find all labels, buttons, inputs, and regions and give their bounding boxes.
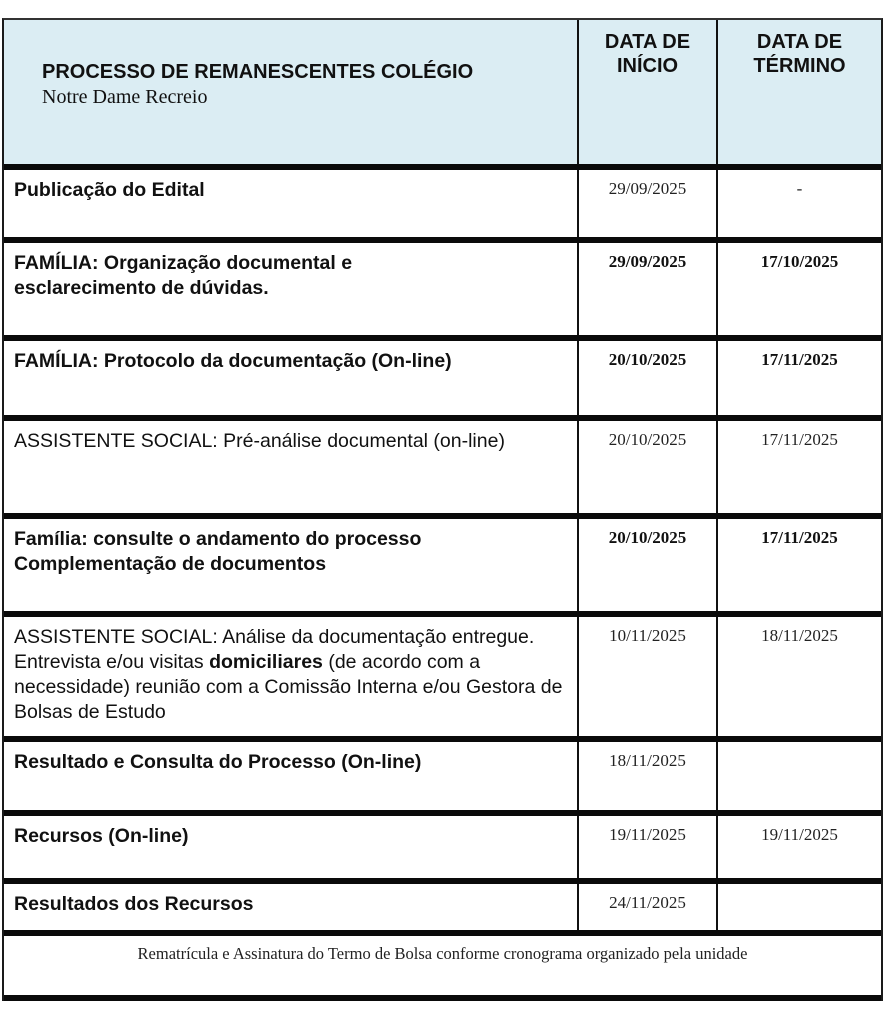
page-title: PROCESSO DE REMANESCENTES COLÉGIO xyxy=(42,61,474,83)
end-date: 17/10/2025 xyxy=(760,252,839,271)
end-date: - xyxy=(796,179,803,198)
schedule-table xyxy=(2,18,883,1001)
end-date xyxy=(718,742,881,810)
start-date: 20/10/2025 xyxy=(579,519,718,611)
activity-cell: Resultados dos Recursos xyxy=(4,884,579,930)
start-date: 24/11/2025 xyxy=(579,884,718,930)
start-date: 29/09/2025 xyxy=(579,243,718,335)
page-subtitle: Notre Dame Recreio xyxy=(42,86,208,108)
table-header xyxy=(4,20,881,170)
activity-cell: Resultado e Consulta do Processo (On-line) xyxy=(4,742,579,810)
activity-cell: Publicação do Edital xyxy=(4,170,579,237)
start-date: 29/09/2025 xyxy=(579,170,718,237)
activity-cell: Recursos (On-line) xyxy=(4,816,579,878)
end-date: 17/11/2025 xyxy=(761,430,838,449)
activity-cell xyxy=(4,519,579,611)
activity-cell: ASSISTENTE SOCIAL: Pré-análise documental (on-line) xyxy=(4,421,579,513)
header-title-cell xyxy=(4,20,579,164)
table-row xyxy=(4,816,881,884)
footer-note: Rematrícula e Assinatura do Termo de Bolsa conforme cronograma organizado pela unidade xyxy=(137,944,748,963)
table-row xyxy=(4,243,881,341)
table-row xyxy=(4,742,881,816)
activity-text: : Análise da documentação entregue. Entrevista e/ou visitas xyxy=(14,626,535,673)
column-header-start-label: DATA DE INÍCIO xyxy=(604,31,691,77)
table-row xyxy=(4,519,881,617)
activity-line-1: Família: consulte o andamento do processo xyxy=(14,528,422,550)
end-date: 18/11/2025 xyxy=(761,626,838,645)
column-header-end xyxy=(718,20,881,164)
activity-cell: FAMÍLIA: Organização documental e esclarecimento de dúvidas. xyxy=(4,243,579,335)
end-date: 17/11/2025 xyxy=(761,350,838,369)
table-row xyxy=(4,421,881,519)
start-date: 18/11/2025 xyxy=(579,742,718,810)
activity-line-2: Complementação de documentos xyxy=(14,553,327,575)
start-date: 20/10/2025 xyxy=(579,421,718,513)
activity-cell xyxy=(4,617,579,736)
table-row xyxy=(4,884,881,936)
end-date: 19/11/2025 xyxy=(761,825,838,844)
activity-text-tail: (de acordo com a necessidade) reunião com a Comissão Interna e/ou Gestora de Bolsas de Estudo xyxy=(14,651,563,723)
table-row xyxy=(4,617,881,742)
activity-emphasis: domiciliares xyxy=(209,651,323,673)
column-header-start xyxy=(579,20,718,164)
start-date: 10/11/2025 xyxy=(579,617,718,736)
table-row xyxy=(4,170,881,243)
activity-role: ASSISTENTE SOCIAL xyxy=(14,626,213,648)
table-row xyxy=(4,341,881,421)
start-date: 19/11/2025 xyxy=(579,816,718,878)
start-date: 20/10/2025 xyxy=(579,341,718,415)
activity-cell: FAMÍLIA: Protocolo da documentação (On-line) xyxy=(4,341,579,415)
table-footer xyxy=(4,936,881,1001)
end-date: 17/11/2025 xyxy=(761,528,838,547)
end-date xyxy=(718,884,881,930)
column-header-end-label: DATA DE TÉRMINO xyxy=(753,31,846,77)
